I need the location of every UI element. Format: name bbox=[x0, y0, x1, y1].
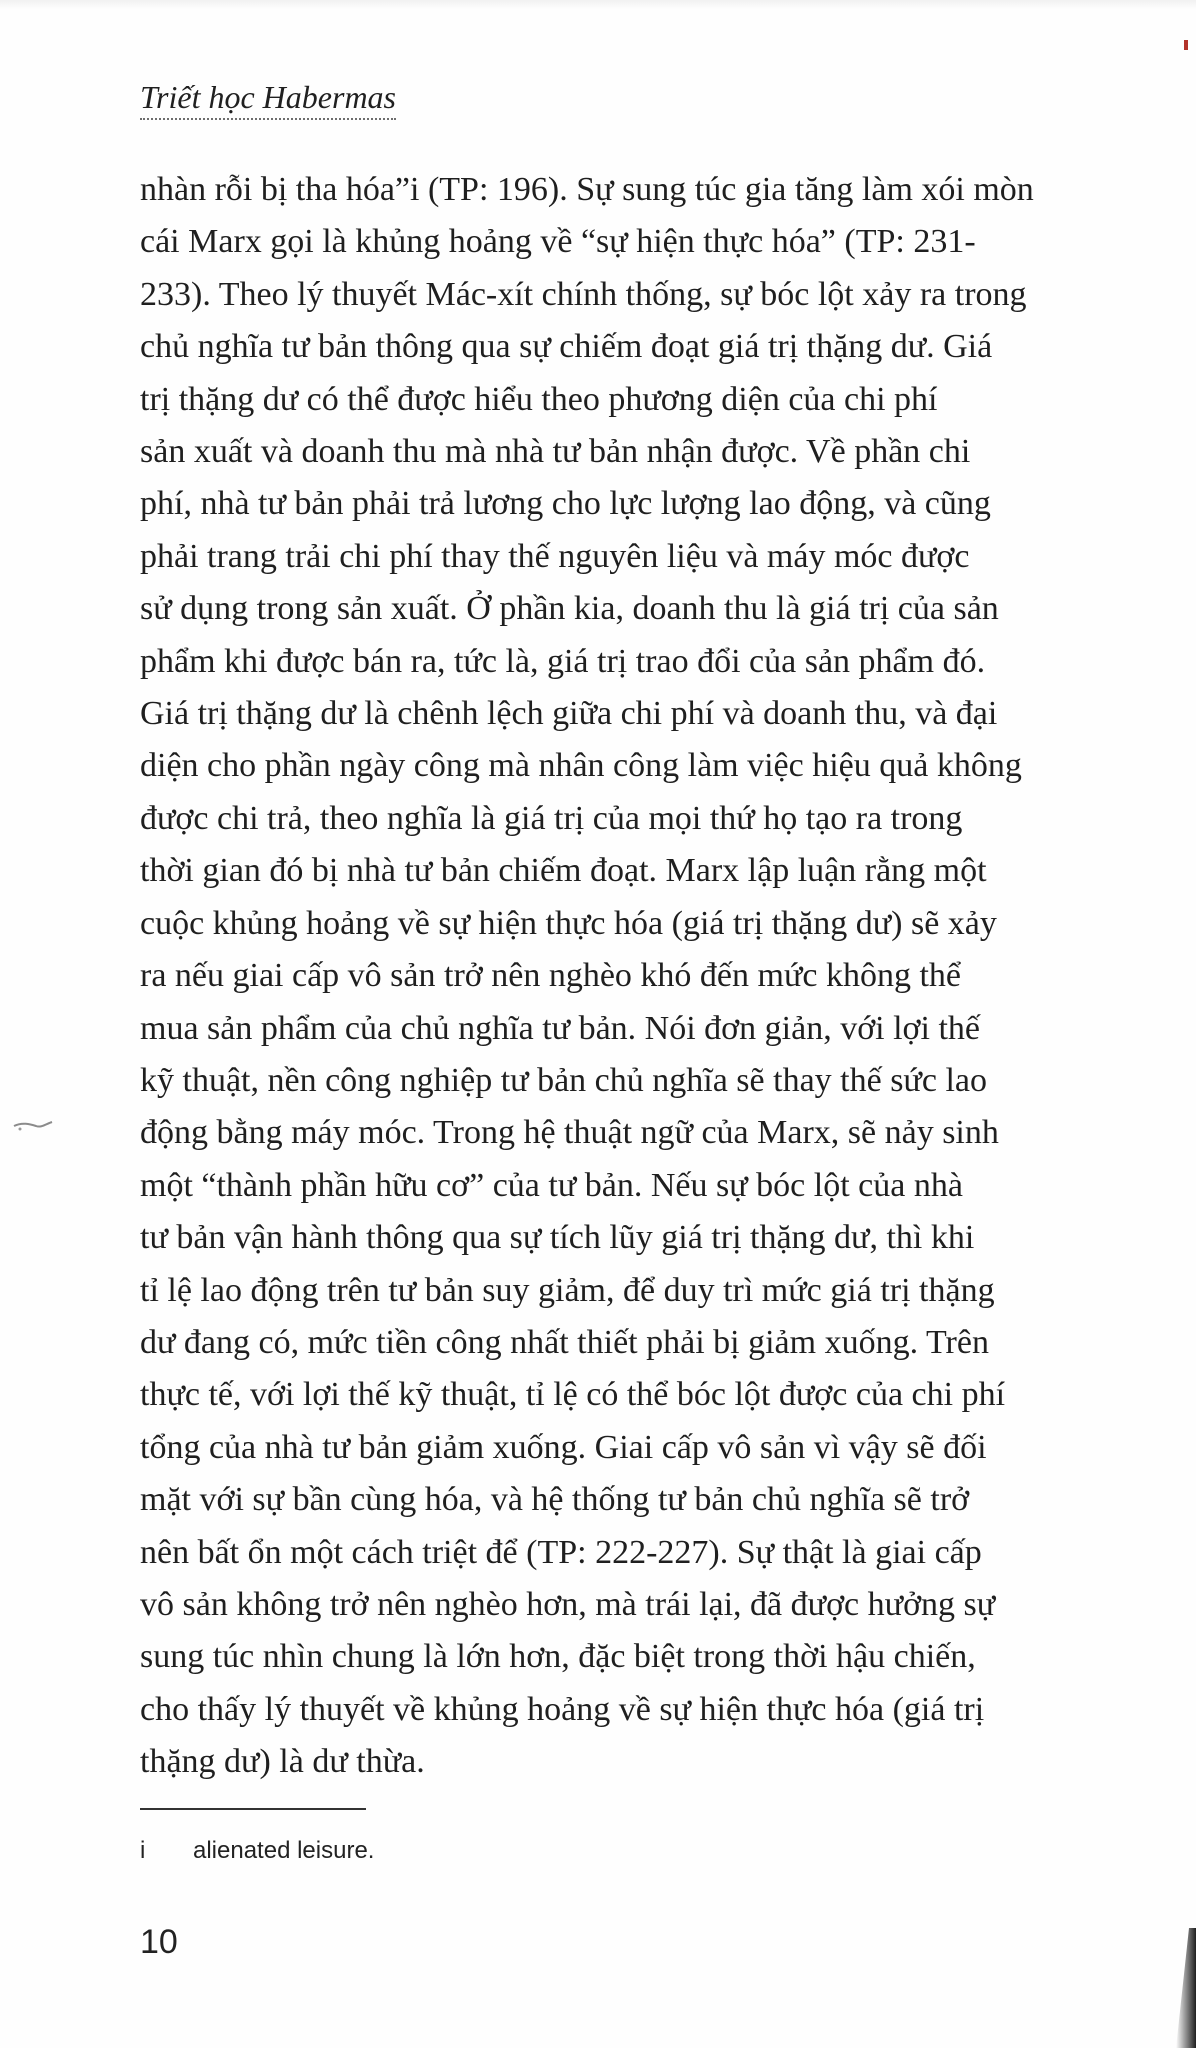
body-line: phải trang trải chi phí thay thế nguyên liệu và máy móc được bbox=[140, 537, 970, 575]
body-line: cho thấy lý thuyết về khủng hoảng về sự hiện thực hóa (giá trị bbox=[140, 1690, 985, 1728]
body-line: tỉ lệ lao động trên tư bản suy giảm, để duy trì mức giá trị thặng bbox=[140, 1271, 995, 1309]
margin-mark-icon bbox=[12, 1116, 54, 1134]
body-line: trị thặng dư có thể được hiểu theo phương diện của chi phí bbox=[140, 380, 938, 418]
footnote-text: alienated leisure. bbox=[193, 1837, 375, 1864]
body-line: diện cho phần ngày công mà nhân công làm việc hiệu quả không bbox=[140, 747, 1022, 785]
body-line: thời gian đó bị nhà tư bản chiếm đoạt. Marx lập luận rằng một bbox=[140, 852, 987, 890]
footnote bbox=[140, 1835, 374, 1867]
body-line: nên bất ổn một cách triệt để (TP: 222-227). Sự thật là giai cấp bbox=[140, 1533, 982, 1571]
body-line: thực tế, với lợi thế kỹ thuật, tỉ lệ có thể bóc lột được của chi phí bbox=[140, 1376, 1006, 1414]
body-line: sử dụng trong sản xuất. Ở phần kia, doanh thu là giá trị của sản bbox=[140, 590, 999, 628]
body-line: vô sản không trở nên nghèo hơn, mà trái lại, đã được hưởng sự bbox=[140, 1585, 996, 1623]
body-line: sản xuất và doanh thu mà nhà tư bản nhận được. Về phần chi bbox=[140, 433, 971, 471]
body-line: thặng dư) là dư thừa. bbox=[140, 1743, 425, 1781]
footnote-marker: i bbox=[140, 1837, 146, 1864]
body-line: cuộc khủng hoảng về sự hiện thực hóa (giá trị thặng dư) sẽ xảy bbox=[140, 904, 997, 942]
body-line: 233). Theo lý thuyết Mác-xít chính thống, sự bóc lột xảy ra trong bbox=[140, 275, 1027, 313]
body-line: Giá trị thặng dư là chênh lệch giữa chi phí và doanh thu, và đại bbox=[140, 695, 998, 733]
running-header-title: Triết học Habermas bbox=[140, 78, 396, 120]
body-paragraph bbox=[140, 164, 1098, 1789]
body-line: kỹ thuật, nền công nghiệp tư bản chủ nghĩa sẽ thay thế sức lao bbox=[140, 1061, 987, 1099]
body-line: mặt với sự bần cùng hóa, và hệ thống tư bản chủ nghĩa sẽ trở bbox=[140, 1481, 970, 1519]
body-line: tổng của nhà tư bản giảm xuống. Giai cấp vô sản vì vậy sẽ đối bbox=[140, 1428, 987, 1466]
body-line: dư đang có, mức tiền công nhất thiết phải bị giảm xuống. Trên bbox=[140, 1323, 989, 1361]
page-edge-shadow bbox=[1176, 1928, 1196, 2048]
page-number: 10 bbox=[140, 1923, 178, 1961]
body-line: phẩm khi được bán ra, tức là, giá trị trao đổi của sản phẩm đó. bbox=[140, 642, 986, 680]
body-line: được chi trả, theo nghĩa là giá trị của mọi thứ họ tạo ra trong bbox=[140, 799, 963, 837]
footnote-divider bbox=[140, 1808, 366, 1810]
body-line: phí, nhà tư bản phải trả lương cho lực lượng lao động, và cũng bbox=[140, 485, 991, 523]
body-line: nhàn rỗi bị tha hóa”i (TP: 196). Sự sung túc gia tăng làm xói mòn bbox=[140, 171, 1034, 208]
body-line: cái Marx gọi là khủng hoảng về “sự hiện thực hóa” (TP: 231- bbox=[140, 223, 976, 261]
body-line: ra nếu giai cấp vô sản trở nên nghèo khó đến mức không thể bbox=[140, 957, 962, 995]
body-line: sung túc nhìn chung là lớn hơn, đặc biệt trong thời hậu chiến, bbox=[140, 1638, 976, 1676]
body-line: tư bản vận hành thông qua sự tích lũy giá trị thặng dư, thì khi bbox=[140, 1219, 975, 1257]
body-line: chủ nghĩa tư bản thông qua sự chiếm đoạt giá trị thặng dư. Giá bbox=[140, 328, 993, 366]
body-line: một “thành phần hữu cơ” của tư bản. Nếu sự bóc lột của nhà bbox=[140, 1166, 963, 1204]
body-line: động bằng máy móc. Trong hệ thuật ngữ của Marx, sẽ nảy sinh bbox=[140, 1114, 999, 1152]
page-top-edge bbox=[0, 0, 1196, 10]
corner-mark bbox=[1184, 40, 1188, 50]
body-line: mua sản phẩm của chủ nghĩa tư bản. Nói đơn giản, với lợi thế bbox=[140, 1009, 981, 1047]
